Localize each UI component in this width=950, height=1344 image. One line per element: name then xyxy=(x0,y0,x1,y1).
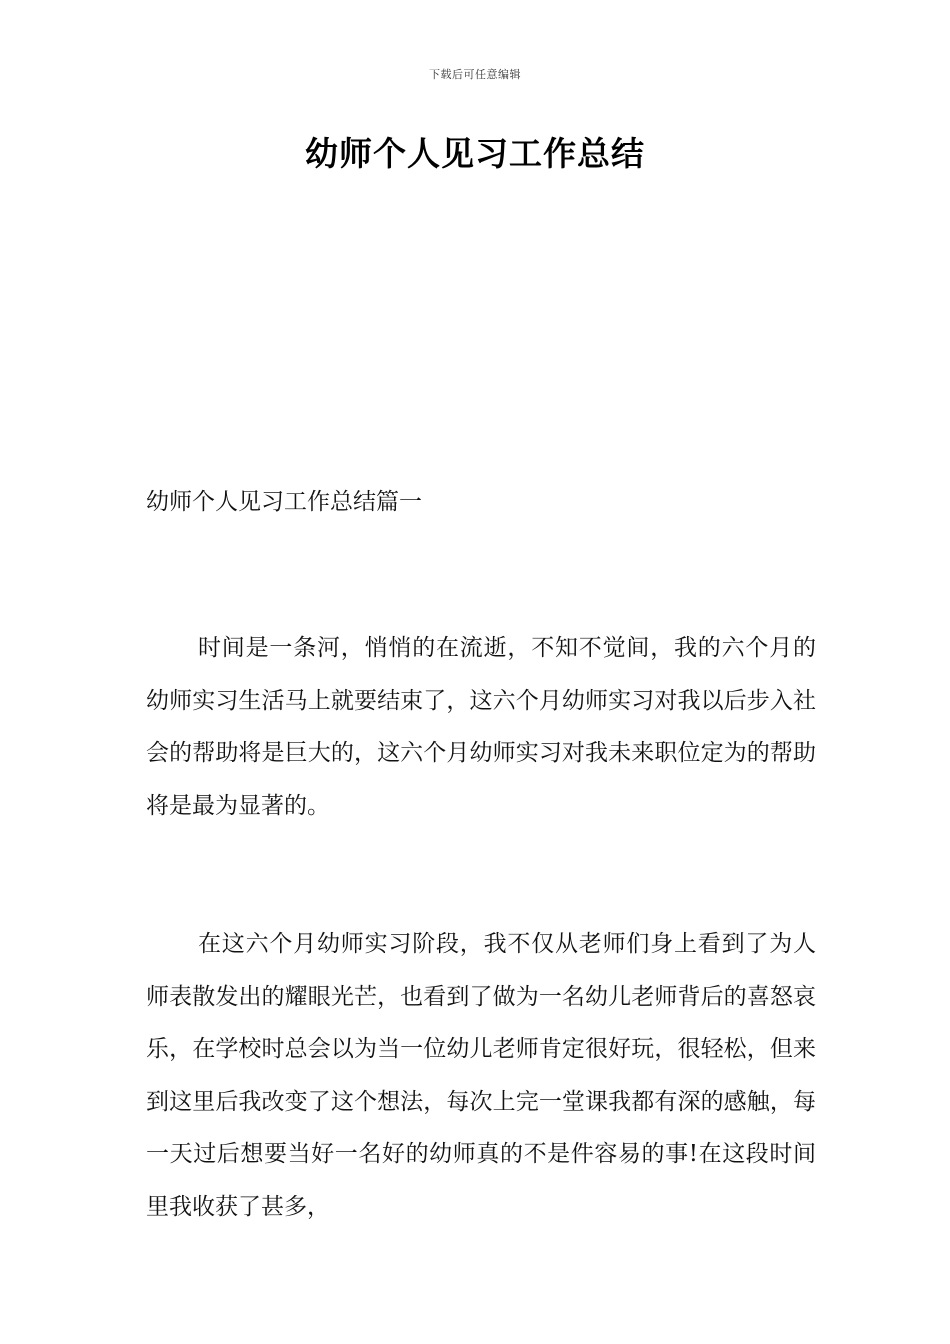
body-paragraph-1: 时间是一条河，悄悄的在流逝，不知不觉间，我的六个月的幼师实习生活马上就要结束了，这六个月幼师实习对我以后步入社会的帮助将是巨大的，这六个月幼师实习对我未来职位定为的帮助将是最为显著的。 xyxy=(146,635,816,819)
document-title: 幼师个人见习工作总结 xyxy=(305,134,645,173)
body-paragraph-2: 在这六个月幼师实习阶段，我不仅从老师们身上看到了为人师表散发出的耀眼光芒，也看到了做为一名幼儿老师背后的喜怒哀乐，在学校时总会以为当一位幼儿老师肯定很好玩，很轻松，但来到这里后我改变了这个想法，每次上完一堂课我都有深的感触，每一天过后想要当好一名好的幼师真的不是件容易的事!在这段时间里我收获了甚多， xyxy=(146,931,816,1220)
header-note: 下载后可任意编辑 xyxy=(429,68,521,81)
section-heading: 幼师个人见习工作总结篇一 xyxy=(146,489,422,515)
